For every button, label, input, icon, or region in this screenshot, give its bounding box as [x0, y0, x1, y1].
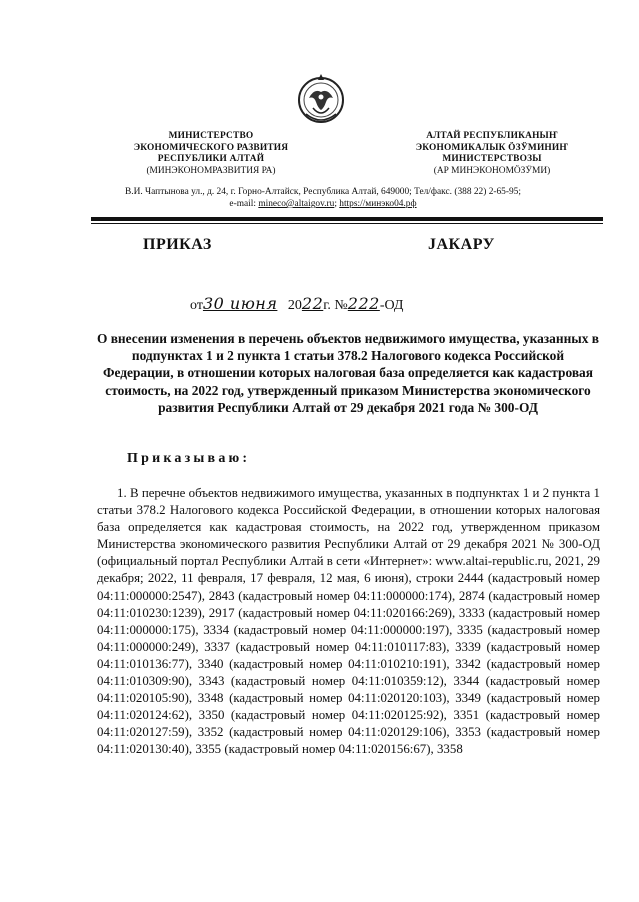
ministry-right-line1: АЛТАЙ РЕСПУБЛИКАНЫҤ	[426, 131, 558, 141]
order-year-suffix: 22	[301, 294, 324, 313]
order-subject: О внесении изменения в перечень объектов недвижимого имущества, указанных в подпунктах 1 и 2 пункта 1 статьи 378.2 Налогового кодекса Российской Федерации, в отношении которых налоговая база определяется как кадастровая стоимость, на 2022 год, утвержденный приказом Министерства экономического развития Республики Алтай от 29 декабря 2021 года № 300-ОД	[96, 331, 600, 415]
ministry-right-line2: ЭКОНОМИКАЛЫК ӦЗӰМИНИҤ	[415, 142, 569, 153]
ministry-left-line2: ЭКОНОМИЧЕСКОГО РАЗВИТИЯ	[133, 142, 289, 153]
website-link[interactable]: https://минэко04.рф	[339, 199, 417, 209]
ministry-right-line4: (АР МИНЭКОНОМӦЗӰМИ)	[433, 165, 551, 176]
order-suffix: -ОД	[379, 298, 404, 313]
order-title-russian: ПРИКАЗ	[143, 236, 212, 253]
contact-line	[60, 198, 586, 210]
email-link[interactable]: mineco@altaigov.ru	[258, 199, 335, 209]
order-number: 222	[347, 294, 380, 313]
order-g-number: г. №	[323, 298, 348, 313]
coat-of-arms-icon	[296, 70, 346, 128]
ministry-name-altai	[392, 131, 592, 177]
address-block	[60, 186, 586, 210]
decree-word: Приказываю:	[127, 451, 251, 466]
order-day-month: 30 июня	[202, 294, 278, 313]
paragraph-1: 1. В перечне объектов недвижимого имущества, указанных в подпунктах 1 и 2 пункта 1 статьи 378.2 Налогового кодекса Российской Федерации, в отношении которых налоговая база определяется как кадастровая стоимость, на 2022 год, утвержденном приказом Министерства экономического развития Республики Алтай от 29 декабря 2021 № 300-ОД (официальный портал Республики Алтай в сети «Интернет»: www.altai-republic.ru, 2021, 29 декабря; 2022, 11 февраля, 17 февраля, 12 мая, 6 июня), строки 2444 (кадастровый номер 04:11:000000:2547), 2843 (кадастровый номер 04:11:000000:174), 2874 (кадастровый номер 04:11:010230:1239), 2917 (кадастровый номер 04:11:020166:269), 3333 (кадастровый номер 04:11:000000:175), 3334 (кадастровый номер 04:11:000000:197), 3335 (кадастровый номер 04:11:000000:249), 3337 (кадастровый номер 04:11:010117:83), 3339 (кадастровый номер 04:11:010136:77), 3340 (кадастровый номер 04:11:010210:191), 3342 (кадастровый номер 04:11:010309:90), 3343 (кадастровый номер 04:11:010359:12), 3344 (кадастровый номер 04:11:020105:90), 3348 (кадастровый номер 04:11:020120:103), 3349 (кадастровый номер 04:11:020124:62), 3350 (кадастровый номер 04:11:020125:92), 3351 (кадастровый номер 04:11:020127:59), 3352 (кадастровый номер 04:11:020129:106), 3353 (кадастровый номер 04:11:020130:40), 3355 (кадастровый номер 04:11:020156:67), 3358	[97, 486, 600, 757]
ministry-left-line4: (МИНЭКОНОМРАЗВИТИЯ РА)	[146, 165, 276, 176]
order-title-altai: JАКАРУ	[428, 236, 495, 253]
order-year-prefix: 20	[287, 298, 302, 313]
order-ot: от	[190, 298, 203, 313]
site-separator: ;	[334, 199, 340, 209]
header-divider-thin	[91, 223, 603, 224]
ministry-right-line3: МИНИСТЕРСТВОЗЫ	[442, 154, 542, 164]
ministry-name-russian	[116, 131, 306, 177]
header-divider-thick	[91, 217, 603, 221]
address-line: В.И. Чаптынова ул., д. 24, г. Горно-Алтайск, Республика Алтай, 649000; Тел/факс. (388 22) 2-65-95;	[125, 187, 521, 197]
ministry-left-line1: МИНИСТЕРСТВО	[168, 131, 254, 141]
order-date-number	[190, 294, 490, 314]
email-prefix: e-mail:	[229, 199, 259, 209]
ministry-left-line3: РЕСПУБЛИКИ АЛТАЙ	[157, 154, 265, 164]
